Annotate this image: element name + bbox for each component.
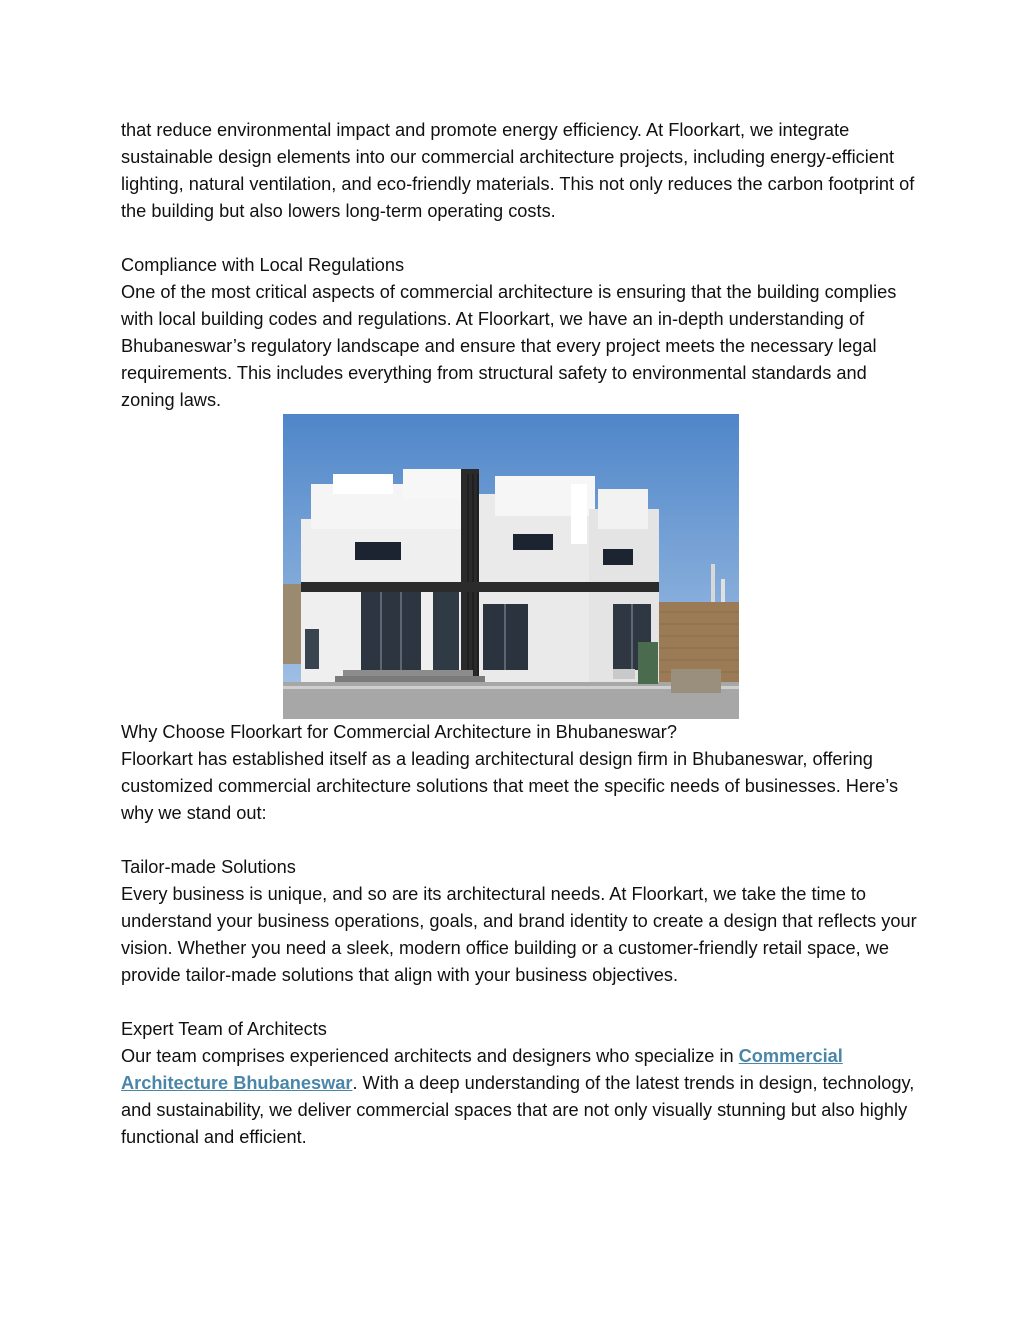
tailor-made-heading: Tailor-made Solutions bbox=[121, 857, 296, 877]
expert-team-text-before: Our team comprises experienced architects and designers who specialize in bbox=[121, 1046, 739, 1066]
expert-team-text-after: . With a deep understanding of the latest trends in design, technology, and sustainability, we deliver commercial spaces that are not only visually stunning but also highly functional and efficient. bbox=[121, 1073, 915, 1147]
building-photo bbox=[283, 414, 739, 719]
compliance-heading: Compliance with Local Regulations bbox=[121, 255, 405, 275]
commercial-architecture-link[interactable]: Commercial Architecture Bhubaneswar bbox=[121, 1046, 843, 1093]
why-choose-heading: Why Choose Floorkart for Commercial Architecture in Bhubaneswar? bbox=[121, 722, 677, 742]
intro-paragraph: that reduce environmental impact and promote energy efficiency. At Floorkart, we integrate sustainable design elements into our commercial architecture projects, including energy-efficient lighting, natural ventilation, and eco-friendly materials. This not only reduces the carbon footprint of the building but also lowers long-term operating costs. bbox=[121, 120, 915, 221]
expert-team-paragraph bbox=[121, 1043, 921, 1151]
document-page bbox=[121, 117, 921, 1151]
tailor-made-paragraph: Every business is unique, and so are its architectural needs. At Floorkart, we take the time to understand your business operations, goals, and brand identity to create a design that reflects your vision. Whether you need a sleek, modern office building or a customer-friendly retail space, we provide tailor-made solutions that align with your business objectives. bbox=[121, 884, 917, 985]
compliance-paragraph: One of the most critical aspects of commercial architecture is ensuring that the building complies with local building codes and regulations. At Floorkart, we have an in-depth understanding of Bhubaneswar’s regulatory landscape and ensure that every project meets the necessary legal requirements. This includes everything from structural safety to environmental standards and zoning laws. bbox=[121, 282, 897, 410]
expert-team-heading: Expert Team of Architects bbox=[121, 1019, 327, 1039]
why-choose-paragraph: Floorkart has established itself as a leading architectural design firm in Bhubaneswar, offering customized commercial architecture solutions that meet the specific needs of businesses. Here’s why we stand out: bbox=[121, 749, 899, 823]
